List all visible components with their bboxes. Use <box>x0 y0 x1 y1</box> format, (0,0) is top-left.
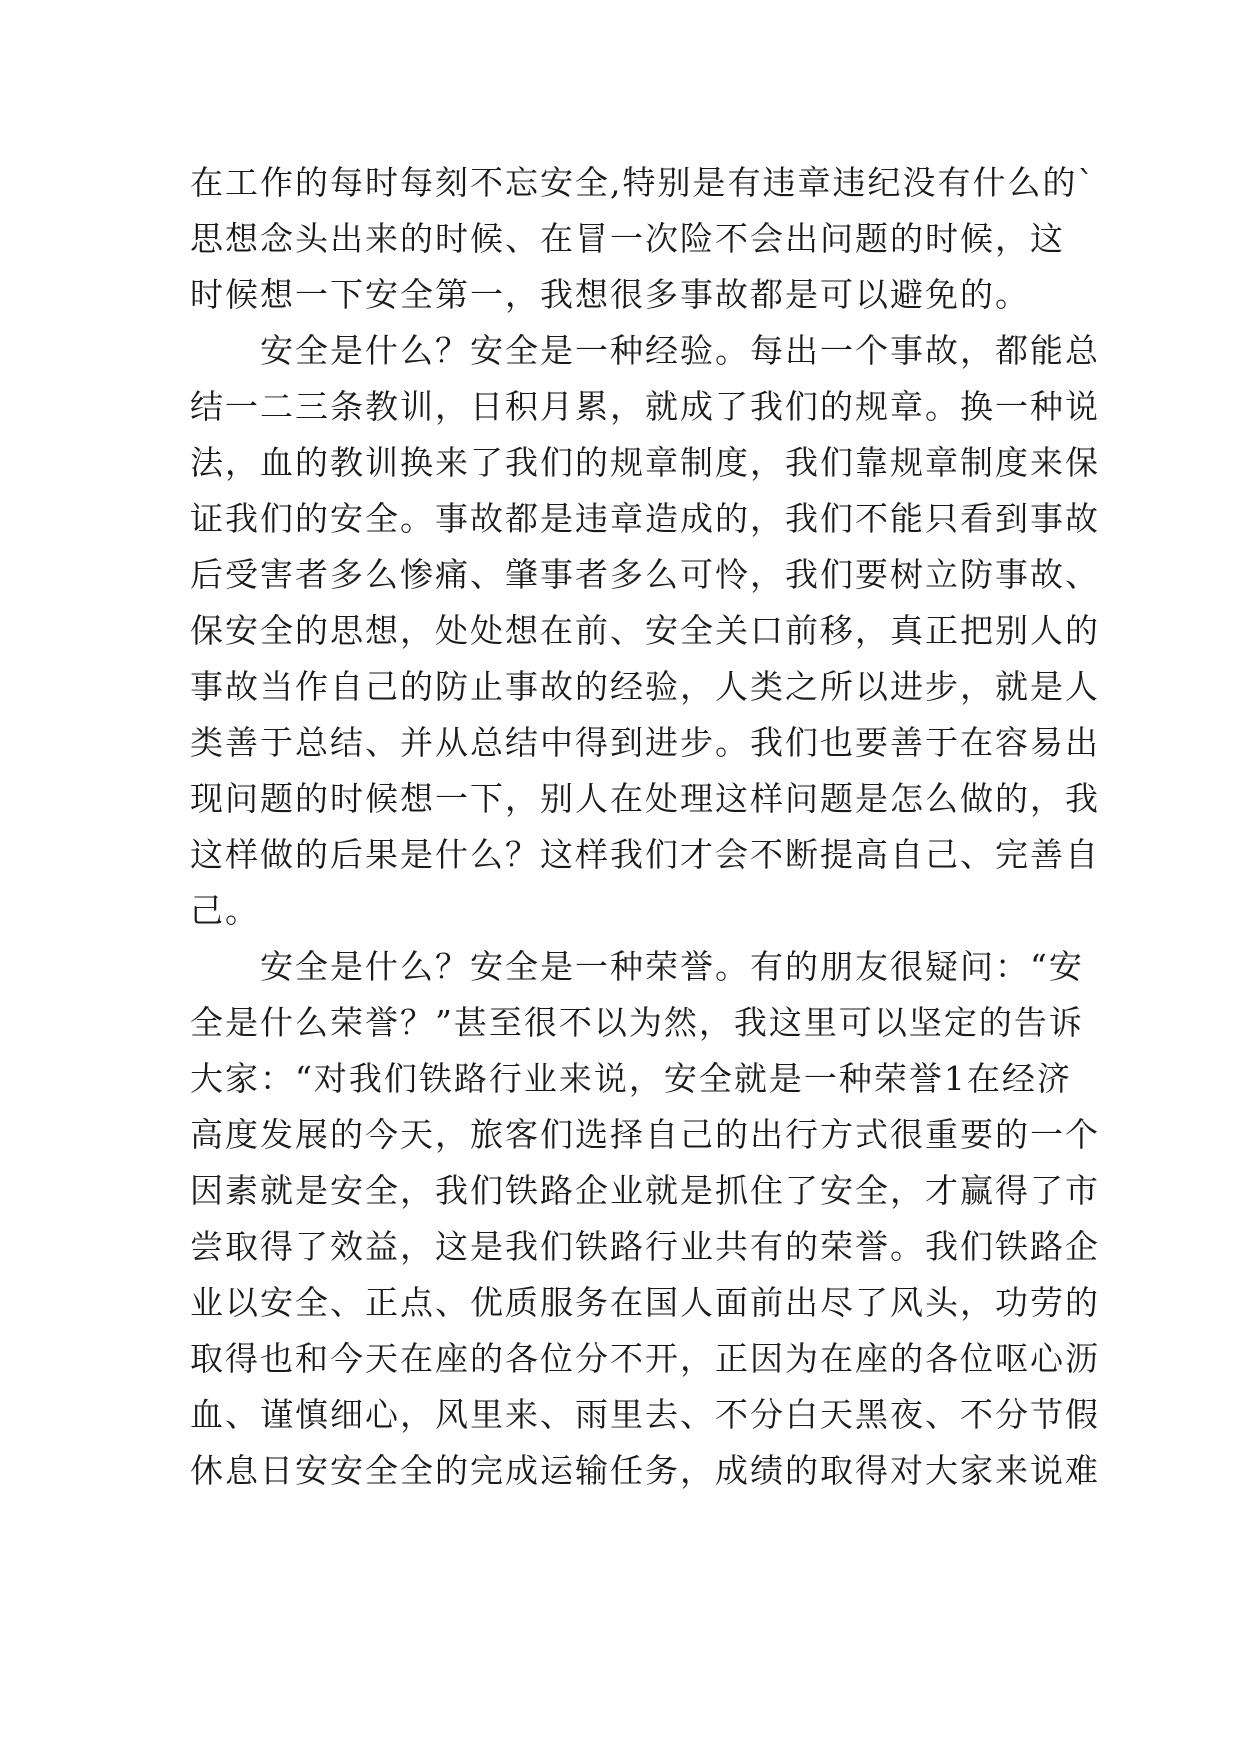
text-line: 后受害者多么惨痛、肇事者多么可怜，我们要树立防事故、 <box>190 555 1100 594</box>
text-line: 安全是什么？安全是一种经验。每出一个事故，都能总 <box>190 331 1100 370</box>
text-line: 保安全的思想，处处想在前、安全关口前移，真正把别人的 <box>190 611 1100 650</box>
text-line: 取得也和今天在座的各位分不开，正因为在座的各位呕心沥 <box>190 1339 1100 1378</box>
text-line: 休息日安安全全的完成运输任务，成绩的取得对大家来说难 <box>190 1451 1100 1490</box>
text-line: 这样做的后果是什么？这样我们才会不断提高自己、完善自 <box>190 835 1100 874</box>
text-line: 证我们的安全。事故都是违章造成的，我们不能只看到事故 <box>190 499 1100 538</box>
text-line: 法，血的教训换来了我们的规章制度，我们靠规章制度来保 <box>190 443 1100 482</box>
text-line: 尝取得了效益，这是我们铁路行业共有的荣誉。我们铁路企 <box>190 1227 1100 1266</box>
body-text <box>190 155 1100 1499</box>
text-line: 安全是什么？安全是一种荣誉。有的朋友很疑问：“安 <box>190 947 1084 986</box>
text-line: 业以安全、正点、优质服务在国人面前出尽了风头，功劳的 <box>190 1283 1100 1322</box>
text-line: 类善于总结、并从总结中得到进步。我们也要善于在容易出 <box>190 723 1100 762</box>
text-line: 高度发展的今天，旅客们选择自己的出行方式很重要的一个 <box>190 1115 1100 1154</box>
text-line: 现问题的时候想一下，别人在处理这样问题是怎么做的，我 <box>190 779 1100 818</box>
text-line: 思想念头出来的时候、在冒一次险不会出问题的时候，这 <box>190 219 1065 258</box>
text-line: 己。 <box>190 891 260 930</box>
text-line: 在工作的每时每刻不忘安全,特别是有违章违纪没有什么的` <box>190 163 1096 202</box>
text-line: 血、谨慎细心，风里来、雨里去、不分白天黑夜、不分节假 <box>190 1395 1100 1434</box>
text-line: 结一二三条教训，日积月累，就成了我们的规章。换一种说 <box>190 387 1100 426</box>
text-line: 大家：“对我们铁路行业来说，安全就是一种荣誉1在经济 <box>190 1059 1072 1098</box>
text-line: 时候想一下安全第一，我想很多事故都是可以避免的。 <box>190 275 1030 314</box>
text-line: 全是什么荣誉？”甚至很不以为然，我这里可以坚定的告诉 <box>190 1003 1084 1042</box>
text-line: 因素就是安全，我们铁路企业就是抓住了安全，才赢得了市 <box>190 1171 1100 1210</box>
text-line: 事故当作自己的防止事故的经验，人类之所以进步，就是人 <box>190 667 1100 706</box>
